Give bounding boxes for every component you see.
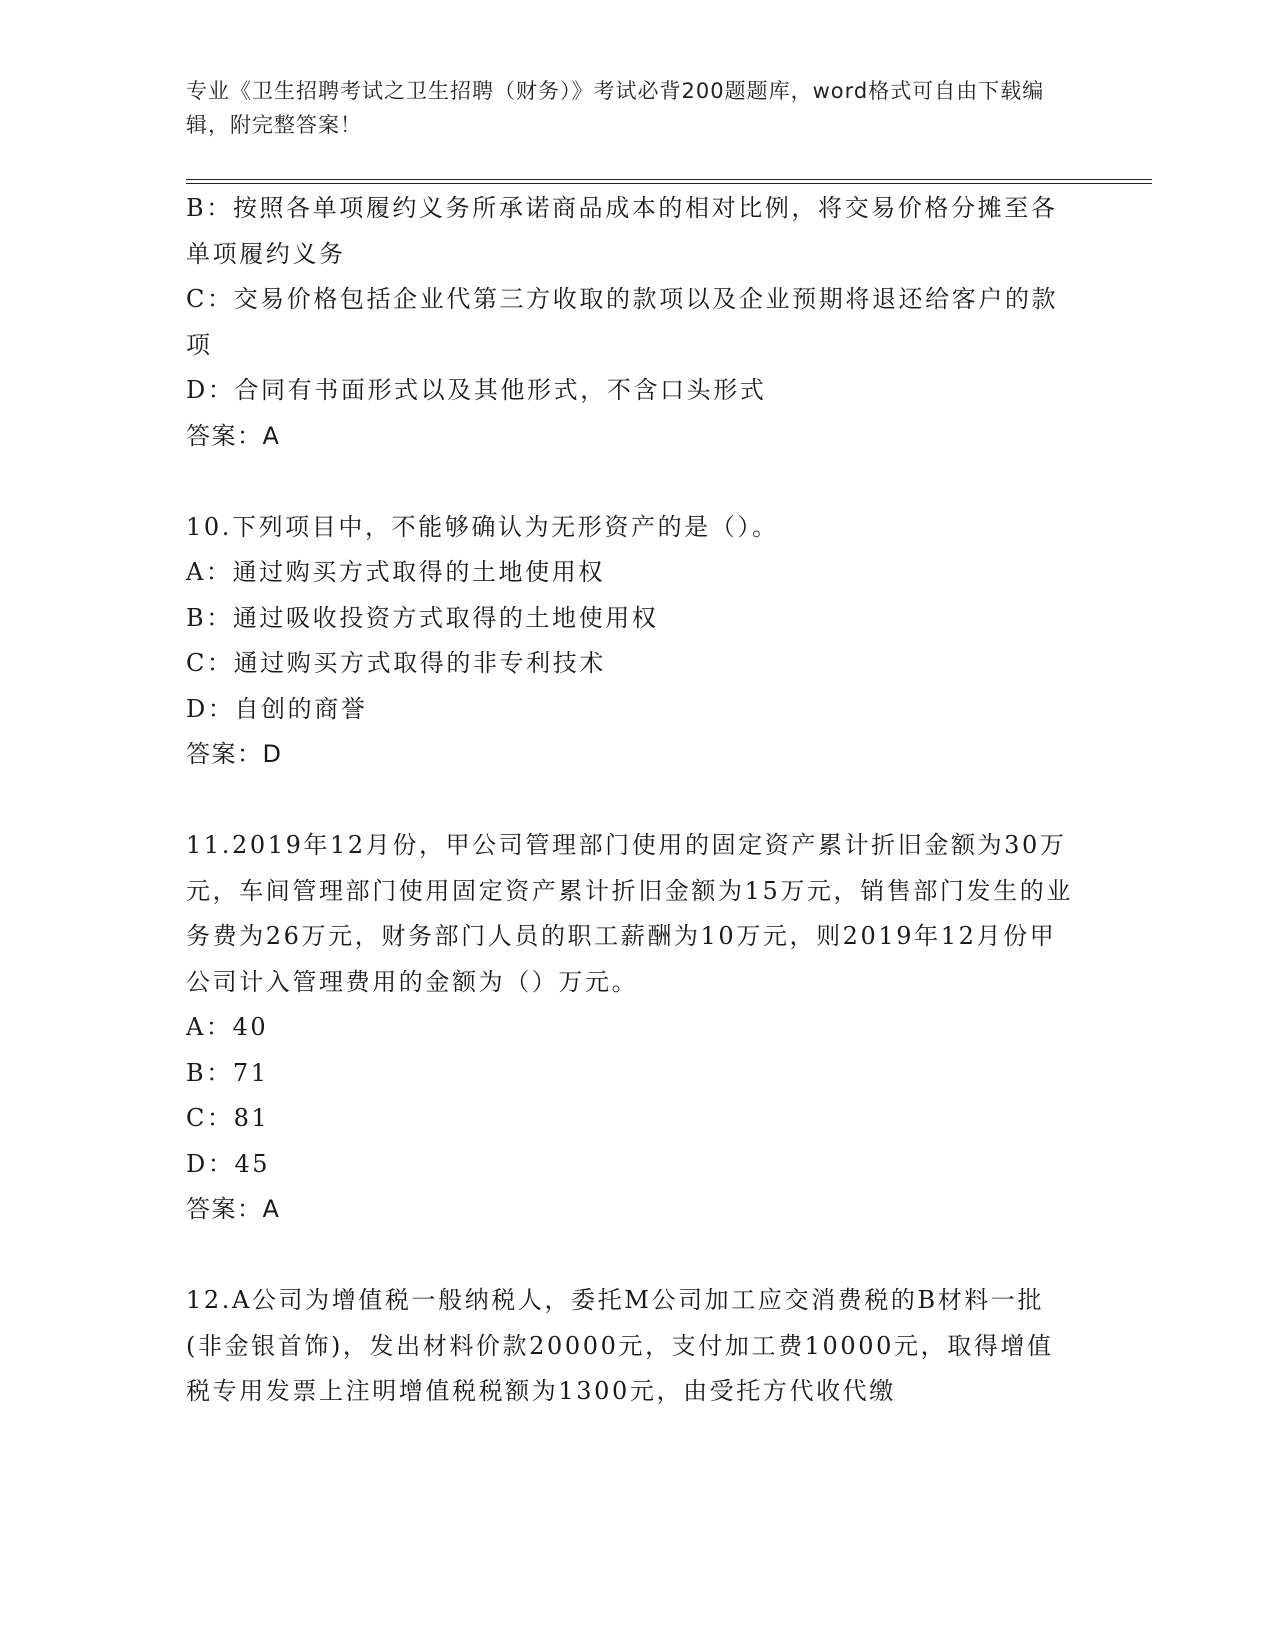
option-b: B：按照各单项履约义务所承诺商品成本的相对比例，将交易价格分摊至各单项履约义务 [186,194,1058,268]
option-c: C：交易价格包括企业代第三方收取的款项以及企业预期将退还给客户的款项 [186,285,1059,359]
question-stem: 12.A公司为增值税一般纳税人，委托M公司加工应交消费税的B材料一批(非金银首饰)，发出材料价款20000元，支付加工费10000元，取得增值税专用发票上注明增值税税额为1300元，由受托方代收代缴 [186,1286,1054,1405]
option-a: A：通过购买方式取得的土地使用权 [186,558,605,586]
answer-line: 答案：D [186,740,283,768]
question-stem: 11.2019年12月份，甲公司管理部门使用的固定资产累计折旧金额为30万元，车间管理部门使用固定资产累计折旧金额为15万元，销售部门发生的业务费为26万元，财务部门人员的职工薪酬为10万元，则2019年12月份甲公司计入管理费用的金额为（）万元。 [186,831,1073,996]
spacer [186,1233,1076,1279]
option-d: D：合同有书面形式以及其他形式，不含口头形式 [186,376,767,404]
document-body [186,186,1076,1415]
question-11 [186,823,1076,1233]
header-divider-top [186,179,1152,180]
question-stem: 10.下列项目中，不能够确认为无形资产的是（）。 [186,512,779,541]
option-c: C：通过购买方式取得的非专利技术 [186,649,606,677]
option-d: D：45 [186,1149,271,1178]
answer-line: 答案：A [186,421,281,450]
option-a: A：40 [186,1013,269,1041]
option-b: B：71 [186,1058,269,1087]
spacer [186,778,1076,824]
option-b: B：通过吸收投资方式取得的土地使用权 [186,603,659,632]
answer-line: 答案：A [186,1195,281,1223]
question-10 [186,505,1076,778]
spacer [186,459,1076,505]
header-divider-bottom [186,183,1152,184]
page-header-title: 专业《卫生招聘考试之卫生招聘（财务）》考试必背200题题库，word格式可自由下载编辑，附完整答案！ [186,79,1045,137]
previous-question-continuation [186,186,1076,459]
option-d: D：自创的商誉 [186,694,368,723]
option-c: C：81 [186,1104,270,1132]
question-12 [186,1278,1076,1415]
